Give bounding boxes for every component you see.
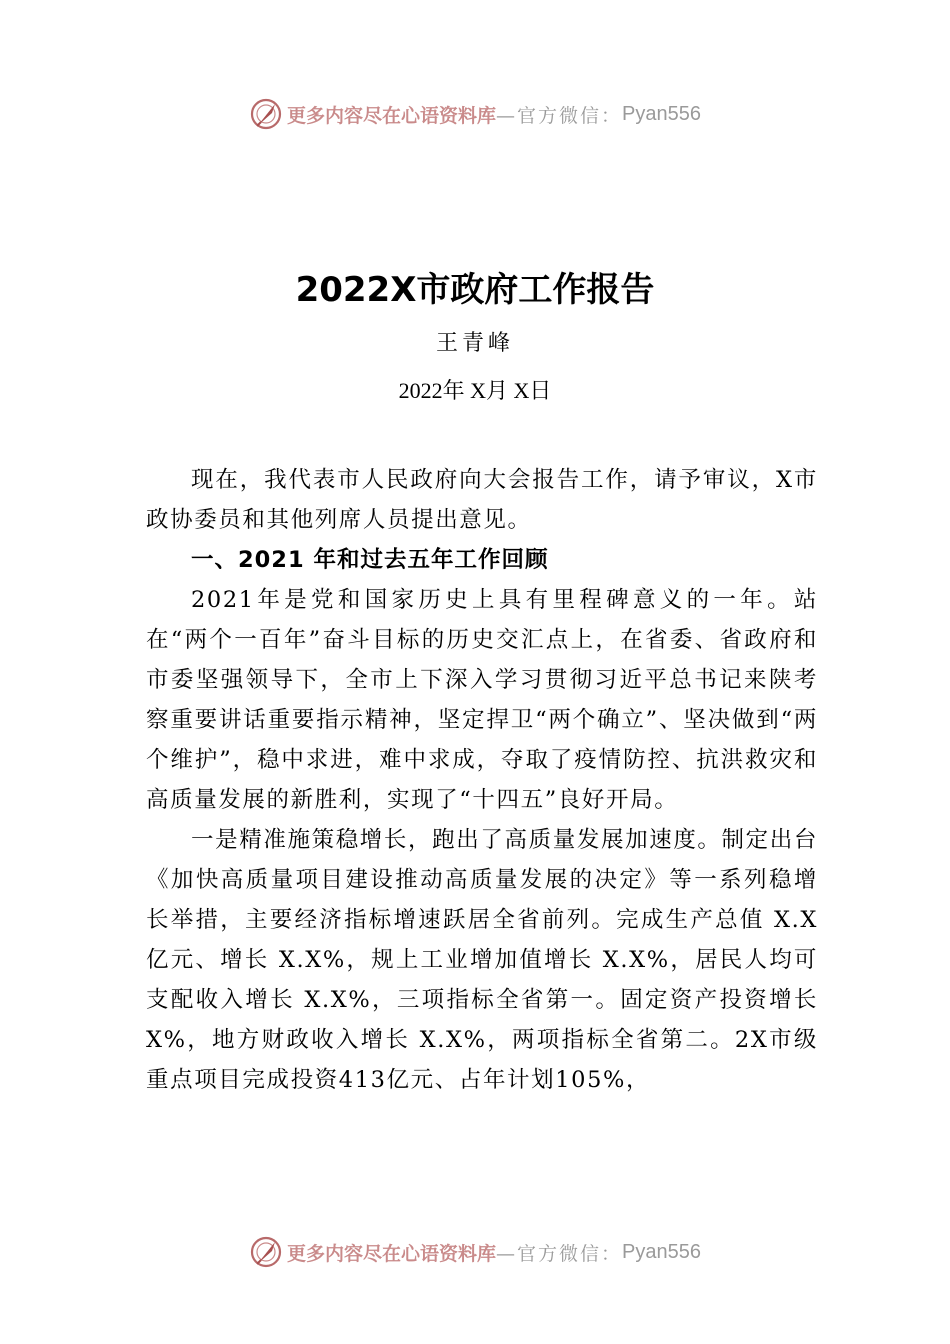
document-body <box>146 460 818 1100</box>
paragraph-growth: 一是精准施策稳增长，跑出了高质量发展加速度。制定出台《加快高质量项目建设推动高质量发展的决定》等一系列稳增长举措，主要经济指标增速跃居全省前列。完成生产总值 X.X亿元、增长 X.X%，规上工业增加值增长 X.X%，居民人均可支配收入增长 X.X%，三项指标全省第一。固定资产投资增长 X%，地方财政收入增长 X.X%，两项指标全省第二。2X市级重点项目完成投资413亿元、占年计划105%， <box>146 827 818 1093</box>
banner-brand-text: 更多内容尽在心语资料库 <box>287 104 497 127</box>
document-author: 王青峰 <box>435 331 514 356</box>
quill-seal-icon <box>249 1235 283 1269</box>
section-heading: 一、2021 年和过去五年工作回顾 <box>191 547 549 573</box>
banner-brand-text: 更多内容尽在心语资料库 <box>287 1242 497 1265</box>
document-title: 2022X市政府工作报告 <box>295 270 655 310</box>
banner-wechat-id: Pyan556 <box>622 1240 701 1263</box>
paragraph-review: 2021年是党和国家历史上具有里程碑意义的一年。站在“两个一百年”奋斗目标的历史交汇点上，在省委、省政府和市委坚强领导下，全市上下深入学习贯彻习近平总书记来陕考察重要讲话重要指示精神，坚定捍卫“两个确立”、坚决做到“两个维护”，稳中求进，难中求成，夺取了疫情防控、抗洪救灾和高质量发展的新胜利，实现了“十四五”良好开局。 <box>146 587 818 813</box>
banner-wechat-id: Pyan556 <box>622 102 701 125</box>
quill-seal-icon <box>249 97 283 131</box>
banner-contact-text: —官方微信： <box>496 1242 623 1265</box>
document-date: 2022年 X月 X日 <box>398 378 552 403</box>
footer-banner <box>0 1232 950 1272</box>
paragraph-intro: 现在，我代表市人民政府向大会报告工作，请予审议，X市政协委员和其他列席人员提出意见。 <box>146 467 818 533</box>
banner-contact-text: —官方微信： <box>496 104 623 127</box>
header-banner <box>0 94 950 134</box>
